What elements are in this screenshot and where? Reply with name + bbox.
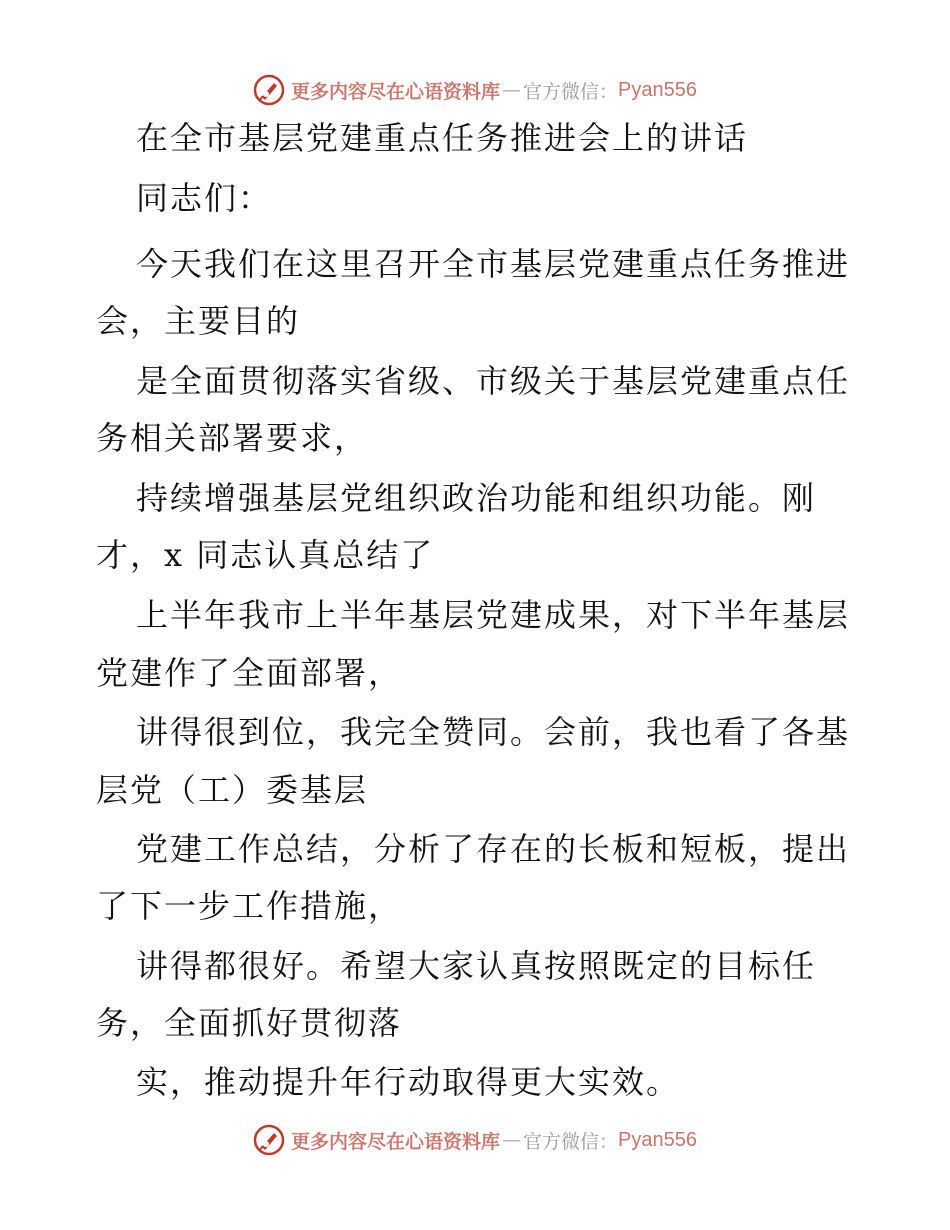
pen-logo-icon	[253, 74, 285, 106]
paragraph-line: 持续增强基层党组织政治功能和组织功能。刚	[136, 479, 817, 517]
watermark-text: 更多内容尽在心语资料库	[291, 1130, 501, 1153]
paragraph-line: 上半年我市上半年基层党建成果，对下半年基层	[136, 596, 851, 634]
paragraph-line: 是全面贯彻落实省级、市级关于基层党建重点任	[136, 362, 851, 400]
header-watermark	[0, 70, 950, 110]
watermark-separator: —	[502, 1129, 522, 1151]
paragraph-line: 会，主要目的	[96, 302, 301, 340]
paragraph-line: 讲得很到位，我完全赞同。会前，我也看了各基	[136, 713, 851, 751]
watermark-text: 更多内容尽在心语资料库	[291, 80, 501, 103]
footer-watermark	[0, 1120, 950, 1160]
paragraph-line: 务相关部署要求，	[96, 419, 369, 457]
watermark-wechat-label: 官方微信：	[523, 80, 619, 103]
document-title: 在全市基层党建重点任务推进会上的讲话	[136, 119, 749, 157]
salutation: 同志们：	[136, 179, 273, 217]
pen-logo-icon	[253, 1124, 285, 1156]
paragraph-line: 了下一步工作措施，	[96, 887, 403, 925]
paragraph-line: 党建工作总结，分析了存在的长板和短板，提出	[136, 830, 851, 868]
watermark-wechat-id: Pyan556	[618, 78, 697, 101]
paragraph-line: 才，x 同志认真总结了	[96, 536, 435, 574]
watermark-wechat-label: 官方微信：	[523, 1130, 619, 1153]
paragraph-line: 讲得都很好。希望大家认真按照既定的目标任	[136, 947, 817, 985]
watermark-separator: —	[502, 79, 522, 101]
paragraph-line: 务，全面抓好贯彻落	[96, 1004, 403, 1042]
paragraph-line: 今天我们在这里召开全市基层党建重点任务推进	[136, 245, 851, 283]
paragraph-line: 层党（工）委基层	[96, 771, 369, 809]
paragraph-line: 实，推动提升年行动取得更大实效。	[136, 1063, 681, 1101]
paragraph-line: 党建作了全面部署，	[96, 654, 403, 692]
watermark-wechat-id: Pyan556	[618, 1128, 697, 1151]
